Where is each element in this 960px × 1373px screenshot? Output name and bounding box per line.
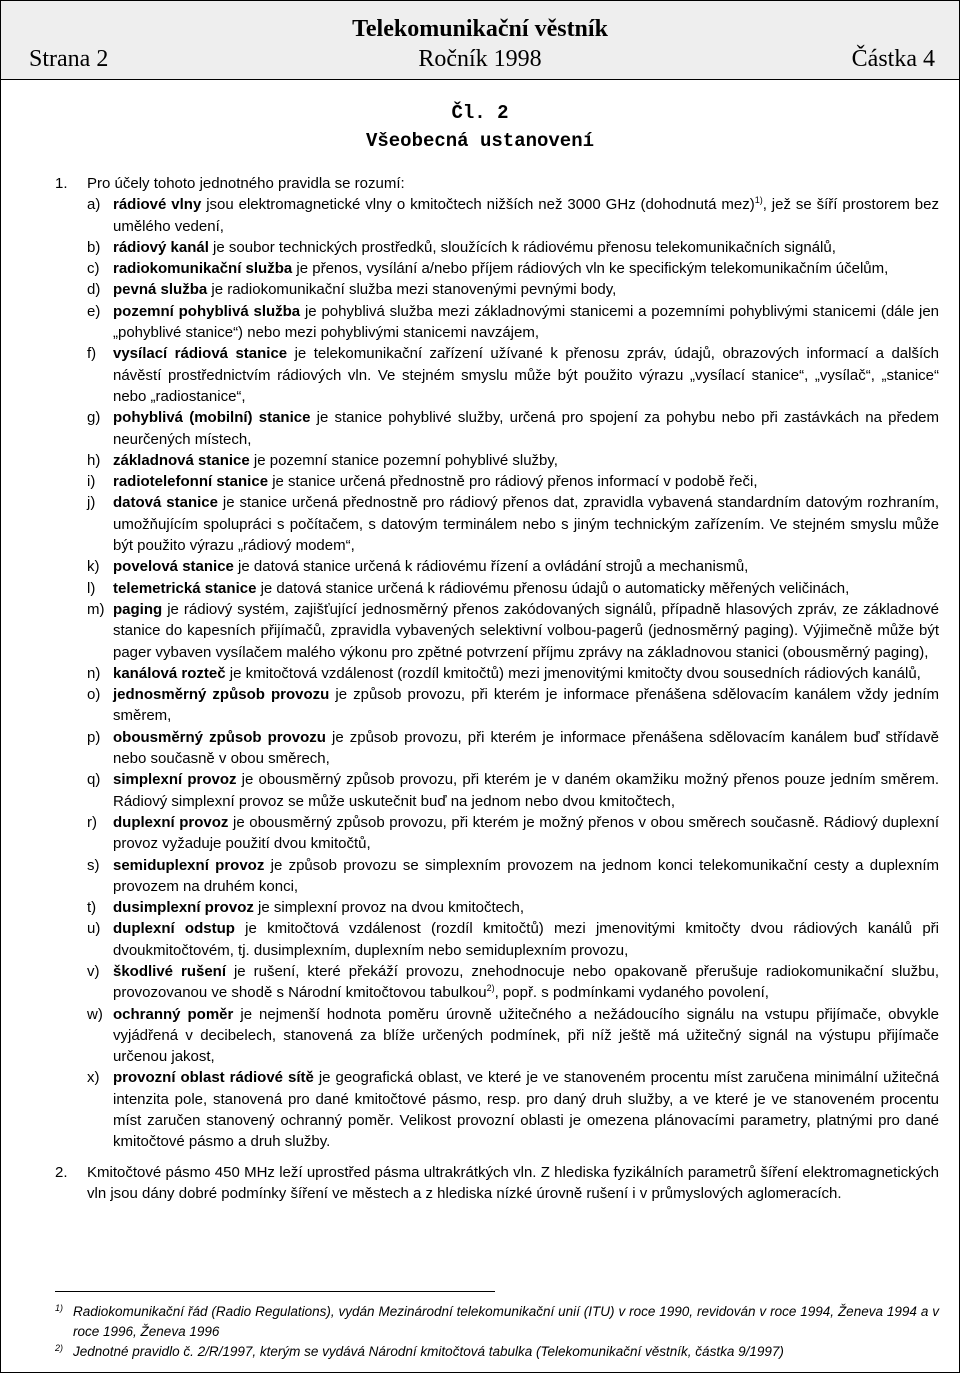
definition-text: je rušení, které překáží provozu, znehodnocuje nebo opakovaně přerušuje radiokomunikační službu, provozovanou ve shodě s Národní kmitočtovou tabulkou [113, 962, 939, 1002]
definition-item [87, 1067, 939, 1152]
definition-item [87, 897, 939, 918]
defined-term: základnová stanice [113, 451, 250, 469]
defined-term: duplexní provoz [113, 813, 229, 831]
definition-text: je radiokomunikační služba mezi stanovenými pevnými body, [207, 281, 617, 299]
definition-item [87, 684, 939, 727]
definition-text: je stanice pohyblivé služby, určená pro spojení za pohybu nebo při zastávkách na předem neurčených místech, [113, 409, 939, 448]
footnote-text: Jednotné pravidlo č. 2/R/1997, kterým se vydává Národní kmitočtová tabulka (Telekomunikační věstník, částka 9/1997) [73, 1344, 784, 1359]
definition-item [87, 556, 939, 577]
defined-term: rádiové vlny [113, 196, 202, 214]
item-label: j) [87, 494, 96, 512]
definition-text: je obousměrný způsob provozu, při kterém je v daném okamžiku možný přenos pouze jedním směrem. Rádiový simplexní provoz se může uskutečnit buď na jednom nebo dvou kmitočtech, [113, 771, 940, 810]
definition-text: je stanice určená přednostně pro rádiový přenos dat, zpravidla vybavená standardním datovým rozhraním, umožňujícím spolupráci s počítačem, s datovým terminálem nebo s jiným technickým zařízením. Ve stejném smyslu může být použito výrazu „rádiový modem“, [113, 494, 939, 555]
item-label: a) [87, 196, 101, 214]
item-label: f) [87, 345, 97, 363]
footnote-ref: 1) [754, 195, 763, 206]
defined-term: dusimplexní provoz [113, 899, 254, 917]
item-label: n) [87, 664, 101, 682]
definition-item [87, 663, 939, 684]
definition-text: je datová stanice určená k rádiovému přenosu údajů o automaticky měřených veličinách, [256, 579, 850, 597]
item-label: p) [87, 728, 101, 746]
definition-text: je pozemní stanice pozemní pohyblivé služby, [249, 451, 558, 469]
defined-term: kanálová rozteč [113, 664, 226, 682]
definition-text: je nejmenší hodnota poměru úrovně užitečného a nežádoucího signálu na vstupu přijímače, obvykle vyjádřená v decibelech, stanovená za blíže určených podmínek, při níž ještě má užitečný signál na výstupu přijímače určenou jakost, [113, 1005, 939, 1066]
definition-item [87, 599, 939, 663]
defined-term: datová stanice [113, 494, 218, 512]
section-2 [55, 1162, 939, 1205]
defined-term: simplexní provoz [113, 771, 237, 789]
section-1 [55, 173, 939, 1153]
definition-item [87, 1004, 939, 1068]
definition-item [87, 961, 939, 1004]
item-label: w) [87, 1005, 103, 1023]
section-number: 2. [55, 1163, 68, 1181]
defined-term: ochranný poměr [113, 1005, 234, 1023]
item-label: i) [87, 473, 96, 491]
defined-term: pozemní pohyblivá služba [113, 302, 301, 320]
item-label: b) [87, 238, 101, 256]
item-label: x) [87, 1069, 100, 1087]
page-header [1, 1, 959, 80]
item-label: s) [87, 856, 100, 874]
defined-term: radiotelefonní stanice [113, 473, 269, 491]
definition-item [87, 812, 939, 855]
footnote-ref: 2) [486, 983, 495, 994]
item-label: c) [87, 260, 100, 278]
defined-term: pevná služba [113, 281, 208, 299]
definition-item [87, 301, 939, 344]
section-number: 1. [55, 175, 68, 192]
defined-term: obousměrný způsob provozu [113, 728, 326, 746]
definition-item [87, 769, 939, 812]
definition-text: je kmitočtová vzdálenost (rozdíl kmitočtů) mezi jmenovitými kmitočty dvou sousedních rádiových kanálů, [225, 664, 921, 682]
definition-item [87, 258, 939, 279]
item-label: r) [87, 813, 97, 831]
footnote-text: Radiokomunikační řád (Radio Regulations), vydán Mezinárodní telekomunikační unií (ITU) v roce 1990, revidován v roce 1994, Ženeva 1994 a v roce 1996, Ženeva 1996 [73, 1304, 939, 1339]
definitions-list [87, 194, 939, 1152]
defined-term: telemetrická stanice [113, 579, 257, 597]
defined-term: paging [113, 600, 163, 618]
footnote-mark: 1) [55, 1303, 64, 1313]
item-label: k) [87, 558, 100, 576]
definition-text: je telekomunikační zařízení užívané k přenosu zpráv, údajů, obrazových informací a dalších návěstí prostřednictvím rádiových vln. Ve stejném smyslu může být použito výrazu „vysílací stanice“, „vysílač“, „stanice“ nebo „radiostanice“, [113, 345, 939, 405]
item-label: l) [87, 579, 96, 597]
issue-label: Částka 4 [851, 46, 935, 72]
definition-item [87, 471, 939, 492]
item-label: m) [87, 600, 105, 618]
item-label: d) [87, 281, 101, 299]
item-label: t) [87, 899, 97, 917]
item-label: g) [87, 409, 101, 427]
defined-term: semiduplexní provoz [113, 856, 265, 874]
definition-item [87, 918, 939, 961]
article-title: Všeobecná ustanovení [365, 130, 595, 152]
volume-label: Ročník 1998 [418, 46, 542, 72]
definition-text: je datová stanice určená k rádiovému řízení a ovládání strojů a mechanismů, [233, 558, 749, 576]
definition-text: je soubor technických prostředků, sloužících k rádiovému přenosu telekomunikačních signálů, [208, 238, 836, 256]
definition-text: je stanice určená přednostně pro rádiový přenos informací v podobě řeči, [268, 473, 758, 491]
footnote-1 [55, 1302, 939, 1342]
definition-item [87, 407, 939, 450]
definition-text: jsou elektromagnetické vlny o kmitočtech nižších než 3000 GHz (dohodnutá mez) [201, 196, 755, 214]
definition-text: , jež se šíří prostorem bez umělého vedení, [113, 196, 939, 235]
definition-text: je obousměrný způsob provozu, při kterém je možný přenos v obou směrech současně. Rádiový duplexní provoz vyžaduje použití dvou kmitočtů, [113, 813, 940, 853]
definition-text: je přenos, vysílání a/nebo příjem rádiových vln ke specifickým telekomunikačním účelům, [292, 260, 889, 278]
footnote-rule [55, 1291, 495, 1292]
item-label: q) [87, 771, 101, 789]
footnote-2 [55, 1342, 939, 1362]
defined-term: jednosměrný způsob provozu [113, 686, 330, 704]
definition-item [87, 237, 939, 258]
defined-term: vysílací rádiová stanice [113, 345, 288, 363]
article-body [55, 173, 939, 1204]
defined-term: povelová stanice [113, 558, 234, 576]
definition-item [87, 492, 939, 556]
definition-text: je způsob provozu, při kterém je informace přenášena sdělovacím kanálem vždy jedním směrem, [113, 686, 939, 725]
item-label: o) [87, 686, 101, 704]
section-text: Kmitočtové pásmo 450 MHz leží uprostřed pásma ultrakrátkých vln. Z hlediska fyzikálních parametrů šíření elektromagnetických vln jsou dány dobré podmínky šíření ve městech a z hlediska nízké úrovně rušení i v průmyslových aglomeracích. [87, 1163, 939, 1202]
item-label: v) [87, 962, 100, 980]
item-label: u) [87, 920, 101, 938]
definition-text: , popř. s podmínkami vydaného povolení, [494, 984, 769, 1002]
definition-item [87, 279, 939, 300]
definition-text: je způsob provozu se simplexním provozem na jednom konci telekomunikační cesty a duplexním provozem na druhém konci, [113, 856, 939, 895]
page-number: Strana 2 [29, 46, 109, 72]
defined-term: duplexní odstup [113, 920, 235, 938]
definition-item [87, 194, 939, 237]
journal-title: Telekomunikační věstník [352, 16, 608, 42]
definition-item [87, 855, 939, 898]
definition-text: je geografická oblast, ve které je ve stanoveném procentu míst zaručena minimální užitečná intenzita pole, stanovená pro dané kmitočtové pásmo, resp. pro daný druh služby, a ve které je ve stanoveném procentu míst zaručen stanovený ochranný poměr. Velikost provozní oblasti je omezena plánovacími parametry, platnými pro dané kmitočtové pásmo a druh služby. [113, 1069, 939, 1151]
definition-item [87, 578, 939, 599]
section-intro: Pro účely tohoto jednotného pravidla se rozumí: [87, 175, 405, 192]
defined-term: radiokomunikační služba [113, 260, 293, 278]
defined-term: škodlivé rušení [113, 962, 227, 980]
defined-term: rádiový kanál [113, 238, 209, 256]
definition-item [87, 343, 939, 407]
definition-text: je pohyblivá služba mezi základnovými stanicemi a pozemními pohyblivými stanicemi (dále jen „pohyblivé stanice“) nebo mezi pohyblivými stanicemi navzájem, [113, 302, 940, 342]
definition-text: je způsob provozu, při kterém je informace přenášena sdělovacím kanálem buď střídavě nebo současně v obou směrech, [113, 728, 939, 768]
definition-text: je simplexní provoz na dvou kmitočtech, [253, 899, 524, 917]
defined-term: pohyblivá (mobilní) stanice [113, 409, 311, 427]
definition-text: je rádiový systém, zajišťující jednosměrný přenos zakódovaných signálů, případně hlasových zpráv, ze základnové stanice do kapesních přijímačů, zpravidla vybavených selektivní volbou-pagerů (jednosměrný paging). Výjimečně může být pager vybaven vysílačem malého výkonu pro zpětné potvrzení příjmu zprávy na základnovou stanici (obousměrný paging), [113, 600, 939, 661]
item-label: e) [87, 302, 101, 320]
definition-item [87, 727, 939, 770]
definition-text: je kmitočtová vzdálenost (rozdíl kmitočtů) mezi jmenovitými kmitočty dvou rádiových kanálů při dvoukmitočtovém, tj. dusimplexním, duplexním nebo semiduplexním provozu, [113, 920, 940, 959]
footnote-mark: 2) [55, 1343, 64, 1353]
article-number: Čl. 2 [451, 102, 509, 124]
defined-term: provozní oblast rádiové sítě [113, 1069, 314, 1087]
definition-item [87, 450, 939, 471]
item-label: h) [87, 451, 101, 469]
